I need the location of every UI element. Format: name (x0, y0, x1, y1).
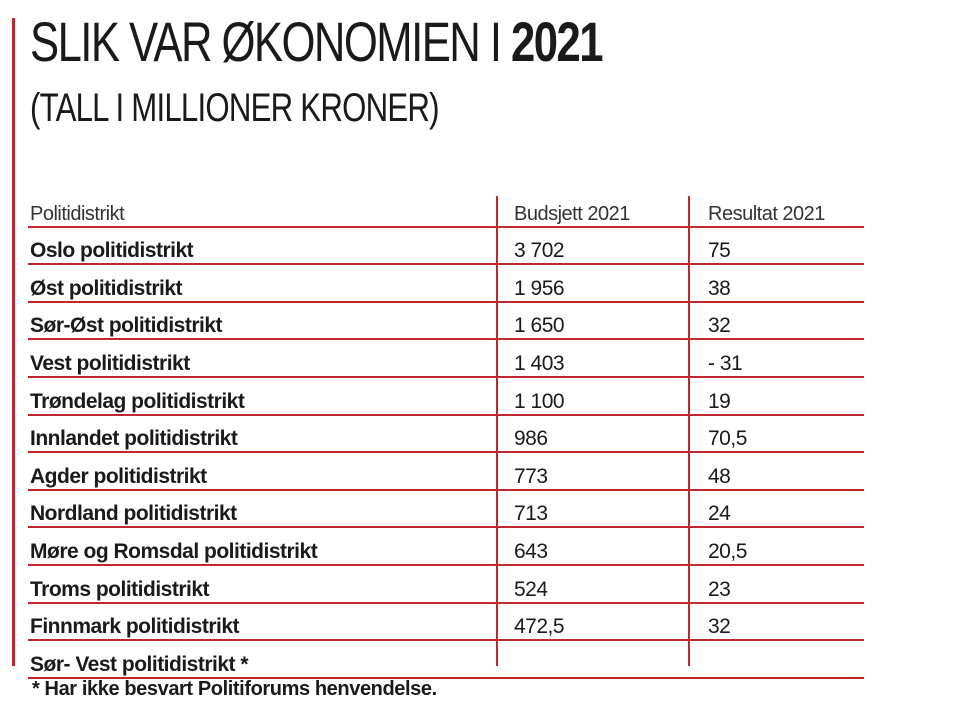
district-name: Vest politidistrikt (30, 351, 190, 375)
budget-value: 524 (514, 577, 548, 601)
district-name: Sør- Vest politidistrikt * (30, 652, 249, 676)
table-row (28, 604, 864, 642)
budget-value (514, 641, 684, 678)
budget-value: 1 956 (514, 276, 565, 300)
result-value (708, 641, 858, 678)
budget-value: 472,5 (514, 615, 565, 639)
budget-value: 3 702 (514, 239, 565, 263)
footnote: * Har ikke besvart Politiforums henvendelse. (32, 678, 437, 700)
header-district: Politidistrikt (30, 202, 125, 225)
result-value: 48 (708, 464, 731, 488)
district-name: Øst politidistrikt (30, 276, 183, 300)
budget-value: 643 (514, 539, 548, 563)
title-year: 2021 (511, 10, 602, 73)
district-name: Trøndelag politidistrikt (30, 389, 245, 413)
district-name: Sør-Øst politidistrikt (30, 314, 223, 338)
budget-value: 1 100 (514, 389, 565, 413)
budget-value: 1 403 (514, 351, 565, 375)
page-subtitle: (TALL I MILLIONER KRONER) (30, 86, 439, 130)
table-row (28, 228, 864, 266)
budget-value: 773 (514, 464, 548, 488)
table-row (28, 528, 864, 566)
table-row (28, 340, 864, 378)
economy-table (28, 190, 864, 679)
accent-bar (12, 18, 15, 666)
result-value: 70,5 (708, 427, 747, 451)
result-value: 75 (708, 239, 731, 263)
result-value: 23 (708, 577, 731, 601)
table-header-row (28, 190, 864, 228)
page-title (30, 10, 602, 74)
district-name: Oslo politidistrikt (30, 239, 194, 263)
district-name: Møre og Romsdal politidistrikt (30, 539, 318, 563)
table-row (28, 303, 864, 341)
title-main: SLIK VAR ØKONOMIEN I (30, 10, 501, 73)
district-name: Troms politidistrikt (30, 577, 210, 601)
result-value: 19 (708, 389, 731, 413)
district-name: Agder politidistrikt (30, 464, 207, 488)
header-budget: Budsjett 2021 (514, 202, 630, 225)
header-result: Resultat 2021 (708, 202, 825, 225)
result-value: - 31 (708, 351, 743, 375)
table-row (28, 566, 864, 604)
result-value: 24 (708, 502, 731, 526)
table-row (28, 265, 864, 303)
result-value: 32 (708, 314, 731, 338)
table-row (28, 378, 864, 416)
budget-value: 713 (514, 502, 548, 526)
district-name: Nordland politidistrikt (30, 502, 237, 526)
budget-value: 986 (514, 427, 548, 451)
district-name: Innlandet politidistrikt (30, 427, 238, 451)
table-row (28, 416, 864, 454)
table-row (28, 641, 864, 679)
result-value: 32 (708, 615, 731, 639)
result-value: 38 (708, 276, 731, 300)
result-value: 20,5 (708, 539, 747, 563)
table-row (28, 453, 864, 491)
district-name: Finnmark politidistrikt (30, 615, 240, 639)
table-body (28, 228, 864, 679)
table-row (28, 491, 864, 529)
budget-value: 1 650 (514, 314, 565, 338)
